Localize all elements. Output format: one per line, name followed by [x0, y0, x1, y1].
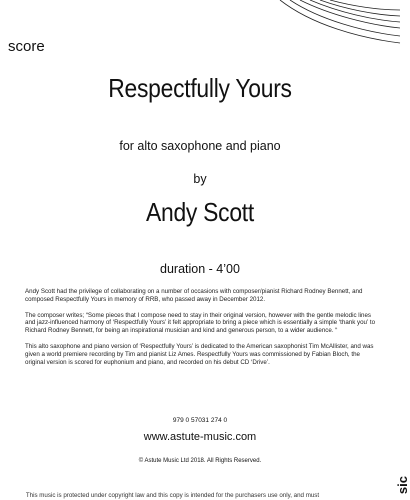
website-link[interactable]: www.astute-music.com — [143, 431, 257, 443]
copyright-notice: © Astute Music Ltd 2018. All Rights Reserved. — [138, 458, 262, 464]
footer-notice: This music is protected under copyright law and this copy is intended for the purchasers use only, and must — [25, 492, 320, 499]
note-paragraph: The composer writes; “Some pieces that I compose need to stay in their original version, however with the gentle melodic lines and jazz-influenced harmony of ‘Respectfully Yours’ it felt appropriate to bring a piece which is essentially a simple ‘thank you’ to Richard Rodney Bennett, for being an inspirational musician and kind and generous person, to a wider audience. “ — [25, 311, 376, 335]
composer-name: Andy Scott — [145, 197, 255, 227]
subtitle: for alto saxophone and piano — [119, 139, 281, 153]
program-notes — [25, 288, 380, 374]
note-paragraph: This alto saxophone and piano version of ‘Respectfully Yours’ is dedicated to the American saxophonist Tim McAllister, and was given a world premiere recording by Tim and pianist Liz Ames. Respectfully Yours was commissioned by Fabian Bloch, the original version is scored for euphonium and piano, and recorded on his debut CD ‘Drive’. — [25, 342, 374, 366]
by-line: by — [193, 172, 207, 186]
duration: duration - 4’00 — [160, 262, 240, 276]
decorative-corner-curves — [260, 0, 400, 45]
title: Respectfully Yours — [108, 73, 292, 103]
note-paragraph: Andy Scott had the privilege of collaborating on a number of occasions with composer/pianist Richard Rodney Bennett, and composed Respectfully Yours in memory of RRB, who passed away in December 2012. — [25, 288, 363, 303]
publisher-logo: sic — [395, 476, 410, 495]
score-label: score — [8, 38, 45, 55]
isbn-number: 979 0 57031 274 0 — [172, 417, 228, 424]
